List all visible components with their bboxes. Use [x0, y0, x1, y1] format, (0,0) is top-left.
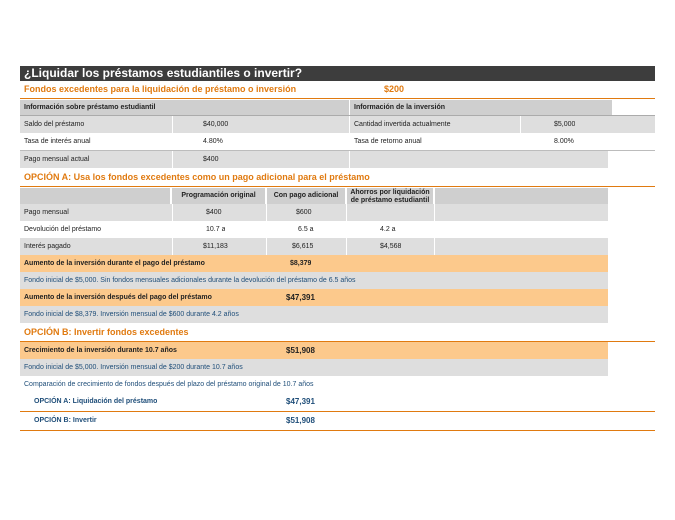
monthly-payment-value[interactable]: $400 [203, 156, 219, 163]
a-row-label: Pago mensual [24, 209, 69, 216]
info-row-2 [20, 133, 655, 151]
comparison-b-value[interactable]: $51,908 [286, 416, 315, 425]
comparison-a-value[interactable]: $47,391 [286, 397, 315, 406]
col-original-header: Programación original [172, 188, 265, 204]
comparison-note-row [20, 376, 655, 393]
growth-during-value[interactable]: $8,379 [290, 260, 312, 267]
loan-info-header: Información sobre préstamo estudiantil [20, 100, 349, 115]
option-a-title-row [20, 168, 655, 187]
info-row-1 [20, 115, 655, 133]
a-row-label: Devolución del préstamo [24, 226, 102, 233]
option-b-growth-row [20, 342, 608, 359]
comparison-a-label: OPCIÓN A: Liquidación del préstamo [34, 398, 158, 405]
worksheet [20, 66, 655, 431]
comparison-a-row [20, 393, 655, 412]
growth-during-row [20, 255, 608, 272]
excess-funds-label: Fondos excedentes para la liquidación de préstamo o inversión [24, 84, 297, 94]
interest-rate-value[interactable]: 4.80% [203, 138, 223, 145]
option-b-title: OPCIÓN B: Invertir fondos excedentes [24, 327, 189, 337]
a-row-extra[interactable]: $600 [296, 209, 312, 216]
option-a-row-2 [20, 221, 655, 238]
invest-info-header: Información de la inversión [350, 100, 612, 115]
interest-rate-label: Tasa de interés anual [24, 138, 91, 145]
option-b-note-row [20, 359, 608, 376]
comparison-b-label: OPCIÓN B: Invertir [34, 417, 97, 424]
growth-after-note-row [20, 306, 608, 323]
comparison-note: Comparación de crecimiento de fondos después del plazo del préstamo original de 10.7 años [24, 381, 314, 388]
a-row-original[interactable]: $11,183 [203, 243, 228, 250]
comparison-b-row [20, 412, 655, 431]
growth-after-row [20, 289, 608, 306]
loan-balance-label: Saldo del préstamo [24, 121, 85, 128]
option-a-header-row [20, 188, 655, 204]
a-row-original[interactable]: 10.7 a [206, 226, 226, 233]
a-row-extra[interactable]: 6.5 a [298, 226, 314, 233]
info-row-3 [20, 151, 608, 168]
return-rate-label: Tasa de retorno anual [354, 138, 422, 145]
info-header-row [20, 100, 655, 115]
growth-during-label: Aumento de la inversión durante el pago del préstamo [24, 260, 205, 267]
invested-amount-label: Cantidad invertida actualmente [354, 121, 451, 128]
a-row-label: Interés pagado [24, 243, 71, 250]
growth-during-note: Fondo inicial de $5,000. Sin fondos mensuales adicionales durante la devolución del préstamo de 6.5 años [24, 277, 356, 284]
option-a-row-1 [20, 204, 608, 221]
a-row-original[interactable]: $400 [206, 209, 222, 216]
a-row-savings[interactable]: $4,568 [380, 243, 402, 250]
option-b-growth-value[interactable]: $51,908 [286, 346, 315, 355]
growth-during-note-row [20, 272, 608, 289]
excess-funds-row [20, 81, 655, 99]
loan-balance-value[interactable]: $40,000 [203, 121, 229, 128]
option-b-note: Fondo inicial de $5,000. Inversión mensual de $200 durante 10.7 años [24, 364, 243, 371]
option-a-row-3 [20, 238, 608, 255]
a-row-savings[interactable]: 4.2 a [380, 226, 396, 233]
monthly-payment-label: Pago mensual actual [24, 156, 90, 163]
invested-amount-value[interactable]: $5,000 [554, 121, 576, 128]
option-b-title-row [20, 323, 655, 342]
growth-after-note: Fondo inicial de $8,379. Inversión mensual de $600 durante 4.2 años [24, 311, 239, 318]
col-extra-payment-header: Con pago adicional [267, 188, 345, 204]
return-rate-value[interactable]: 8.00% [554, 138, 574, 145]
col-savings-header: Ahorros por liquidación de préstamo estudiantil [347, 188, 433, 205]
option-b-growth-label: Crecimiento de la inversión durante 10.7 años [24, 347, 177, 354]
excess-funds-value[interactable]: $200 [384, 84, 405, 94]
growth-after-value[interactable]: $47,391 [286, 293, 315, 302]
growth-after-label: Aumento de la inversión después del pago del préstamo [24, 294, 212, 301]
page-title: ¿Liquidar los préstamos estudiantiles o invertir? [20, 66, 655, 81]
option-a-title: OPCIÓN A: Usa los fondos excedentes como un pago adicional para el préstamo [24, 172, 370, 182]
a-row-extra[interactable]: $6,615 [292, 243, 314, 250]
